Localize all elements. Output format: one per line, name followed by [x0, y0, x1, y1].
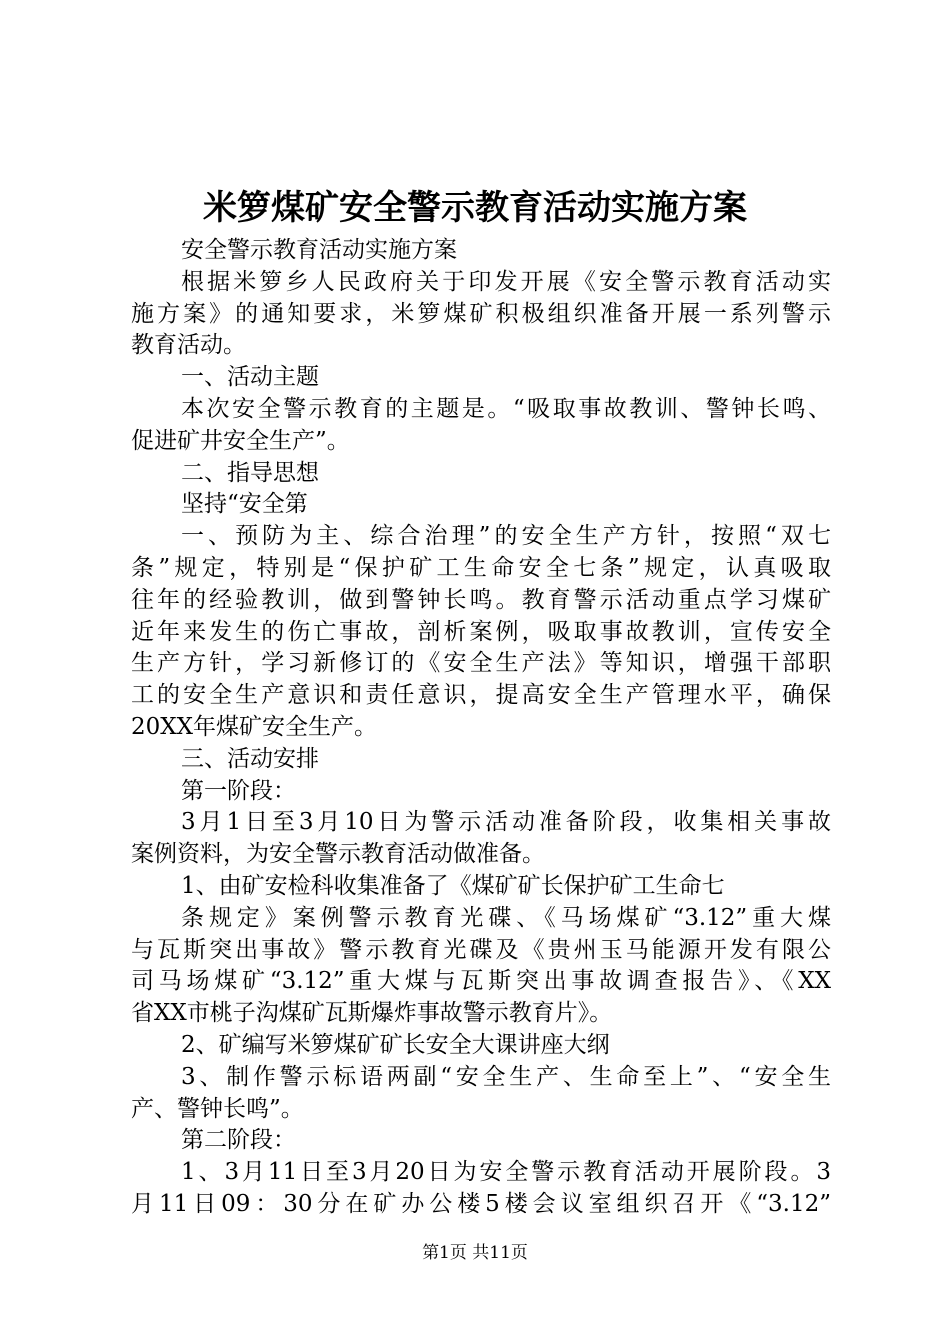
- body-line: 产、警钟长鸣”。: [131, 1095, 304, 1122]
- body-line: 司马场煤矿“3.12”重大煤与瓦斯突出事故调查报告》、《XX: [131, 968, 831, 995]
- body-line: 3、制作警示标语两副“安全生产、生命至上”、“安全生: [181, 1063, 831, 1090]
- body-line: 近年来发生的伤亡事故，剖析案例，吸取事故教训，宣传安全: [131, 618, 831, 645]
- page-number-footer: 第1页 共11页: [422, 1243, 528, 1263]
- body-line: 20XX年煤矿安全生产。: [131, 713, 378, 740]
- body-line: 省XX市桃子沟煤矿瓦斯爆炸事故警示教育片》。: [131, 1000, 613, 1027]
- body-line: 1、由矿安检科收集准备了《煤矿矿长保护矿工生命七: [181, 872, 725, 899]
- body-line: 施方案》的通知要求，米箩煤矿积极组织准备开展一系列警示: [131, 300, 831, 327]
- body-line: 一、预防为主、综合治理”的安全生产方针，按照“双七: [181, 523, 831, 550]
- body-line: 案例资料，为安全警示教育活动做准备。: [131, 841, 545, 868]
- body-line: 安全警示教育活动实施方案: [181, 237, 457, 263]
- section-heading: 二、指导思想: [181, 459, 319, 486]
- document-title: 米箩煤矿安全警示教育活动实施方案: [203, 188, 747, 228]
- body-line: 教育活动。: [131, 332, 246, 359]
- body-line: 1、3月11日至3月20日为安全警示教育活动开展阶段。3: [181, 1159, 831, 1186]
- body-line: 往年的经验教训，做到警钟长鸣。教育警示活动重点学习煤矿: [131, 586, 831, 613]
- body-line: 促进矿井安全生产”。: [131, 427, 350, 454]
- subsection-heading: 第二阶段：: [181, 1127, 296, 1154]
- document-body: [131, 235, 831, 1221]
- body-line: 生产方针，学习新修订的《安全生产法》等知识，增强干部职: [131, 650, 831, 677]
- body-line: 与瓦斯突出事故》警示教育光碟及《贵州玉马能源开发有限公: [131, 936, 831, 963]
- body-line: 3月1日至3月10日为警示活动准备阶段，收集相关事故: [181, 809, 831, 836]
- body-line: 本次安全警示教育的主题是。“吸取事故教训、警钟长鸣、: [181, 395, 831, 422]
- body-line: 2、矿编写米箩煤矿矿长安全大课讲座大纲: [181, 1031, 610, 1058]
- body-line: 月11日09：30分在矿办公楼5楼会议室组织召开《“3.12”: [131, 1190, 831, 1217]
- section-heading: 三、活动安排: [181, 745, 319, 772]
- body-line: 工的安全生产意识和责任意识，提高安全生产管理水平，确保: [131, 682, 831, 709]
- body-line: 条规定》案例警示教育光碟、《马场煤矿“3.12”重大煤: [181, 904, 831, 931]
- section-heading: 一、活动主题: [181, 364, 319, 391]
- body-line: 根据米箩乡人民政府关于印发开展《安全警示教育活动实: [181, 268, 831, 295]
- subsection-heading: 第一阶段：: [181, 777, 296, 804]
- body-line: 坚持“安全第: [181, 491, 308, 518]
- body-line: 条”规定，特别是“保护矿工生命安全七条”规定，认真吸取: [131, 554, 831, 581]
